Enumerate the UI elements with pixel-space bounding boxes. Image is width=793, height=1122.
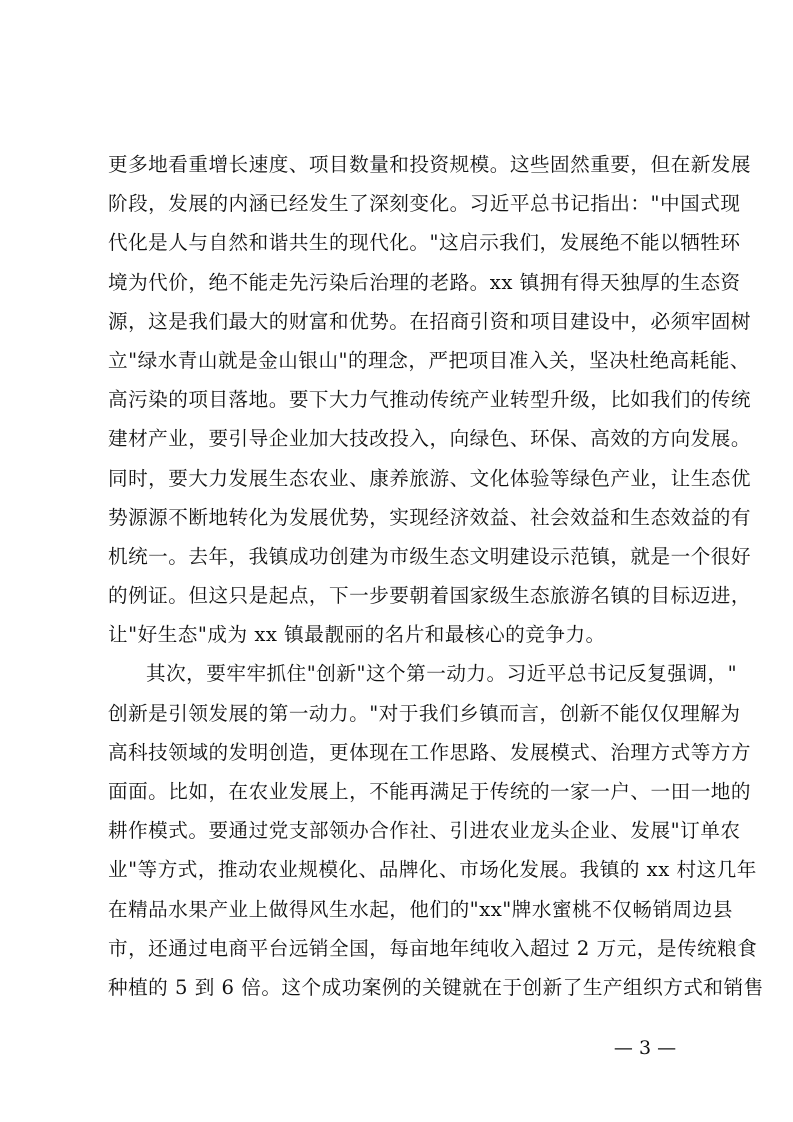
text-line: 其次，要牢牢抓住"创新"这个第一动力。习近平总书记反复强调，" [146, 662, 738, 686]
text-line: 代化是人与自然和谐共生的现代化。"这启示我们，发展绝不能以牺牲环 [108, 231, 741, 255]
page-number: — 3 — [613, 1037, 677, 1059]
text-line: 创新是引领发展的第一动力。"对于我们乡镇而言，创新不能仅仅理解为 [108, 701, 741, 725]
text-line: 业"等方式，推动农业规模化、品牌化、市场化发展。我镇的 xx 村这几年 [108, 858, 757, 882]
text-line: 势源源不断地转化为发展优势，实现经济效益、社会效益和生态效益的有 [108, 505, 751, 529]
text-line: 更多地看重增长速度、项目数量和投资规模。这些固然重要，但在新发展 [108, 153, 751, 176]
text-line: 高科技领域的发明创造，更体现在工作思路、发展模式、治理方式等方方 [108, 740, 751, 764]
text-line: 市，还通过电商平台远销全国，每亩地年纯收入超过 2 万元，是传统粮食 [108, 936, 758, 960]
text-line: 机统一。去年，我镇成功创建为市级生态文明建设示范镇，就是一个很好 [108, 544, 751, 568]
text-line: 阶段，发展的内涵已经发生了深刻变化。习近平总书记指出："中国式现 [108, 192, 741, 216]
text-line: 同时，要大力发展生态农业、康养旅游、文化体验等绿色产业，让生态优 [108, 466, 751, 490]
text-line: 高污染的项目落地。要下大力气推动传统产业转型升级，比如我们的传统 [108, 388, 751, 412]
text-line: 立"绿水青山就是金山银山"的理念，严把项目准入关，坚决杜绝高耗能、 [108, 348, 750, 372]
text-line: 境为代价，绝不能走先污染后治理的老路。xx 镇拥有得天独厚的生态资 [108, 270, 741, 294]
text-line: 源，这是我们最大的财富和优势。在招商引资和项目建设中，必须牢固树 [108, 309, 751, 333]
text-line: 耕作模式。要通过党支部领办合作社、引进农业龙头企业、发展"订单农 [108, 819, 741, 843]
text-line: 建材产业，要引导企业加大技改投入，向绿色、环保、高效的方向发展。 [108, 427, 751, 451]
text-line: 种植的 5 到 6 倍。这个成功案例的关键就在于创新了生产组织方式和销售 [108, 975, 764, 999]
text-line: 的例证。但这只是起点，下一步要朝着国家级生态旅游名镇的目标迈进， [108, 584, 751, 608]
text-line: 让"好生态"成为 xx 镇最靓丽的名片和最核心的竞争力。 [108, 623, 606, 647]
text-line: 面面。比如，在农业发展上，不能再满足于传统的一家一户、一田一地的 [108, 780, 751, 803]
text-line: 在精品水果产业上做得风生水起，他们的"xx"牌水蜜桃不仅畅销周边县 [108, 897, 733, 921]
body-text [108, 145, 764, 1007]
